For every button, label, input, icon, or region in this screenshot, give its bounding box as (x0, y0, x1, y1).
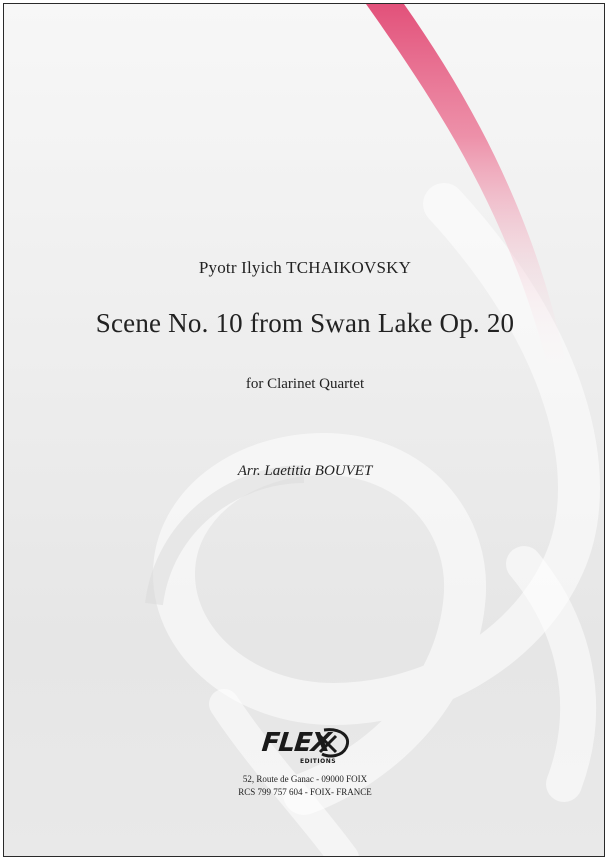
flex-editions-logo (254, 726, 358, 770)
composer-name: Pyotr Ilyich TCHAIKOVSKY (198, 258, 412, 277)
publisher-address: 52, Route de Ganac - 09000 FOIX (242, 774, 368, 784)
score-cover (3, 3, 605, 857)
treble-clef-watermark (174, 204, 579, 857)
publisher-registration: RCS 799 757 604 - FOIX- FRANCE (238, 787, 372, 797)
logo-text: FLEX (260, 728, 332, 758)
score-title: Scene No. 10 from Swan Lake Op. 20 (95, 308, 515, 338)
instrumentation: for Clarinet Quartet (245, 376, 365, 392)
arranger-credit: Arr. Laetitia BOUVET (237, 463, 373, 479)
logo-subtext: EDITIONS (300, 758, 337, 765)
